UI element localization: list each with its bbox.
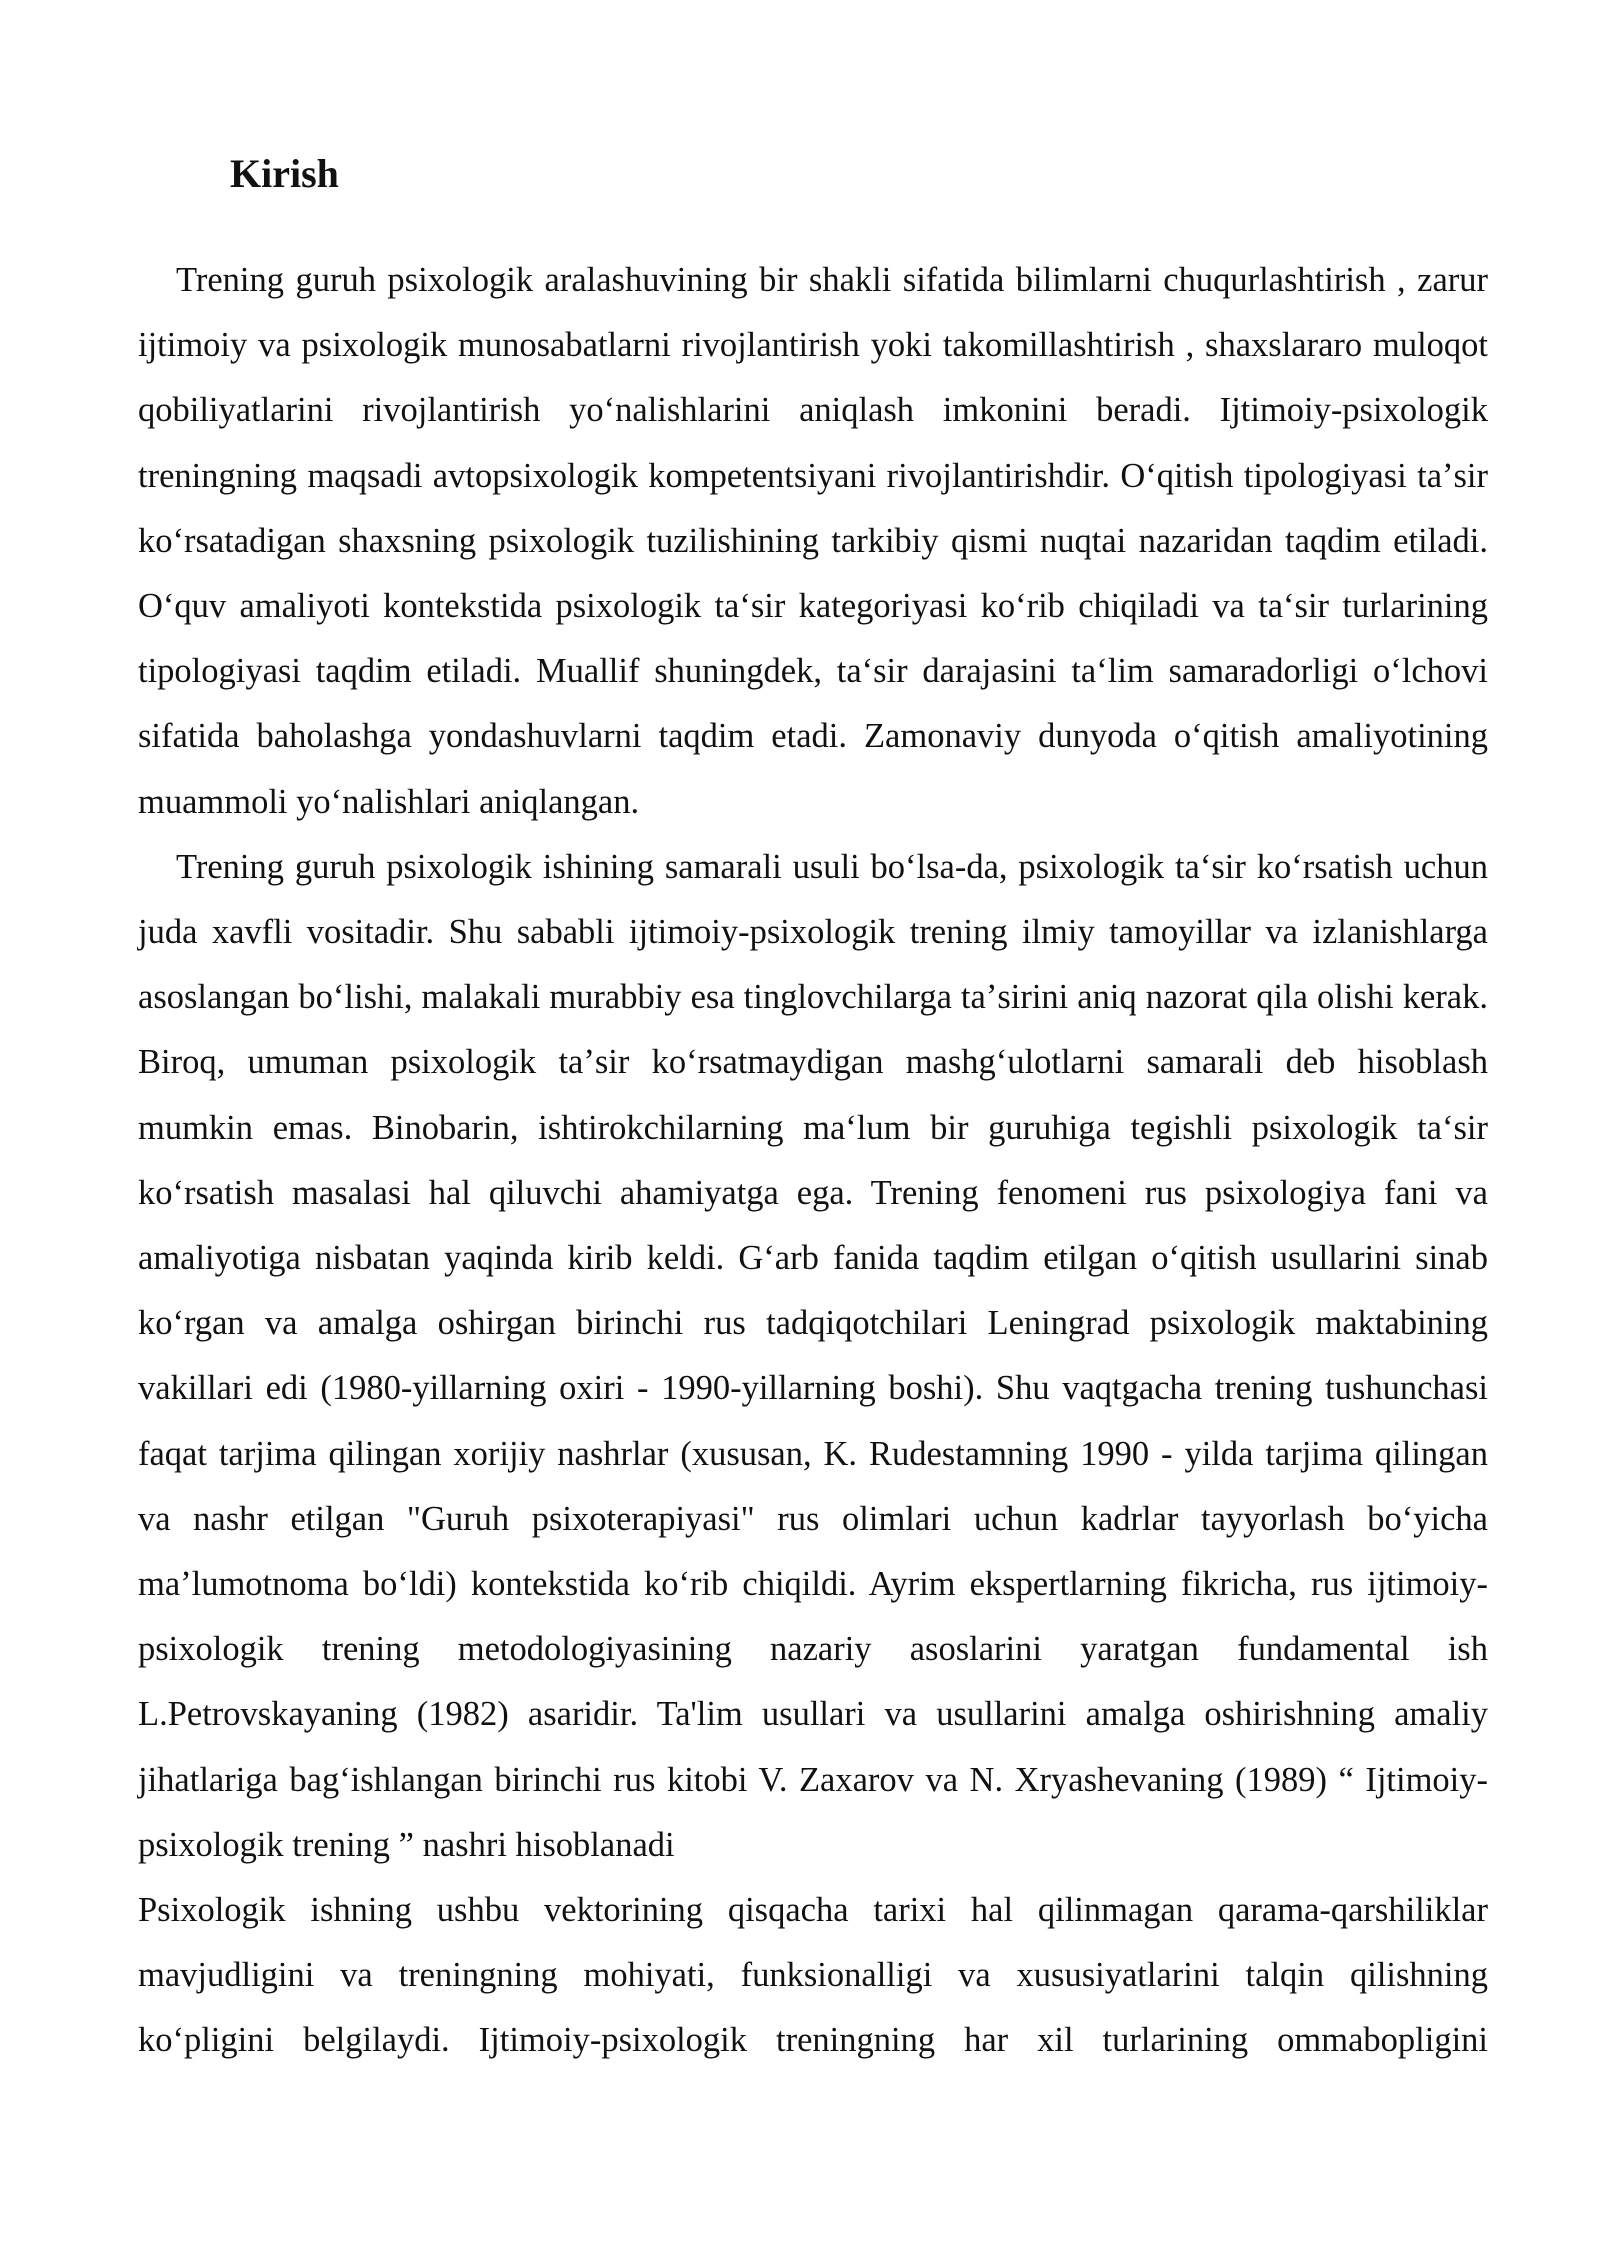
paragraph-3: Psixologik ishning ushbu vektorining qisqacha tarixi hal qilinmagan qarama-qarshiliklar mavjudligini va treningning mohiyati, funksionalligi va xususiyatlarini talqin qilishning koʻpligini belgilaydi. Ijtimoiy-psixologik treningning har xil turlarining ommabopligini	[138, 1891, 1488, 2060]
document-body	[138, 248, 1488, 2074]
paragraph-1: Trening guruh psixologik aralashuvining bir shakli sifatida bilimlarni chuqurlashtirish , zarur ijtimoiy va psixologik munosabatlarni rivojlantirish yoki takomillashtirish , shaxslararo muloqot qobiliyatlarini rivojlantirish yoʻnalishlarini aniqlash imkonini beradi. Ijtimoiy-psixologik treningning maqsadi avtopsixologik kompetentsiyani rivojlantirishdir. Oʻqitish tipologiyasi taʼsir koʻrsatadigan shaxsning psixologik tuzilishining tarkibiy qismi nuqtai nazaridan taqdim etiladi. Oʻquv amaliyoti kontekstida psixologik taʻsir kategoriyasi koʻrib chiqiladi va taʻsir turlarining tipologiyasi taqdim etiladi. Muallif shuningdek, taʻsir darajasini taʻlim samaradorligi oʻlchovi sifatida baholashga yondashuvlarni taqdim etadi. Zamonaviy dunyoda oʻqitish amaliyotining muammoli yoʻnalishlari aniqlangan.	[138, 261, 1488, 821]
paragraph-2: Trening guruh psixologik ishining samarali usuli boʻlsa-da, psixologik taʻsir koʻrsatish uchun juda xavfli vositadir. Shu sababli ijtimoiy-psixologik trening ilmiy tamoyillar va izlanishlarga asoslangan boʻlishi, malakali murabbiy esa tinglovchilarga taʼsirini aniq nazorat qila olishi kerak. Biroq, umuman psixologik taʼsir koʻrsatmaydigan mashgʻulotlarni samarali deb hisoblash mumkin emas. Binobarin, ishtirokchilarning maʻlum bir guruhiga tegishli psixologik taʻsir koʻrsatish masalasi hal qiluvchi ahamiyatga ega. Trening fenomeni rus psixologiya fani va amaliyotiga nisbatan yaqinda kirib keldi. Gʻarb fanida taqdim etilgan oʻqitish usullarini sinab koʻrgan va amalga oshirgan birinchi rus tadqiqotchilari Leningrad psixologik maktabining vakillari edi (1980-yillarning oxiri - 1990-yillarning boshi). Shu vaqtgacha trening tushunchasi faqat tarjima qilingan xorijiy nashrlar (xususan, K. Rudestamning 1990 - yilda tarjima qilingan va nashr etilgan "Guruh psixoterapiyasi" rus olimlari uchun kadrlar tayyorlash boʻyicha maʼlumotnoma boʻldi) kontekstida koʻrib chiqildi. Ayrim ekspertlarning fikricha, rus ijtimoiy-psixologik trening metodologiyasining nazariy asoslarini yaratgan fundamental ish L.Petrovskayaning (1982) asaridir. Ta'lim usullari va usullarini amalga oshirishning amaliy jihatlariga bagʻishlangan birinchi rus kitobi V. Zaxarov va N. Xryashevaning (1989) “ Ijtimoiy-psixologik trening ” nashri hisoblanadi	[138, 847, 1488, 1864]
section-heading: Kirish	[230, 151, 339, 196]
